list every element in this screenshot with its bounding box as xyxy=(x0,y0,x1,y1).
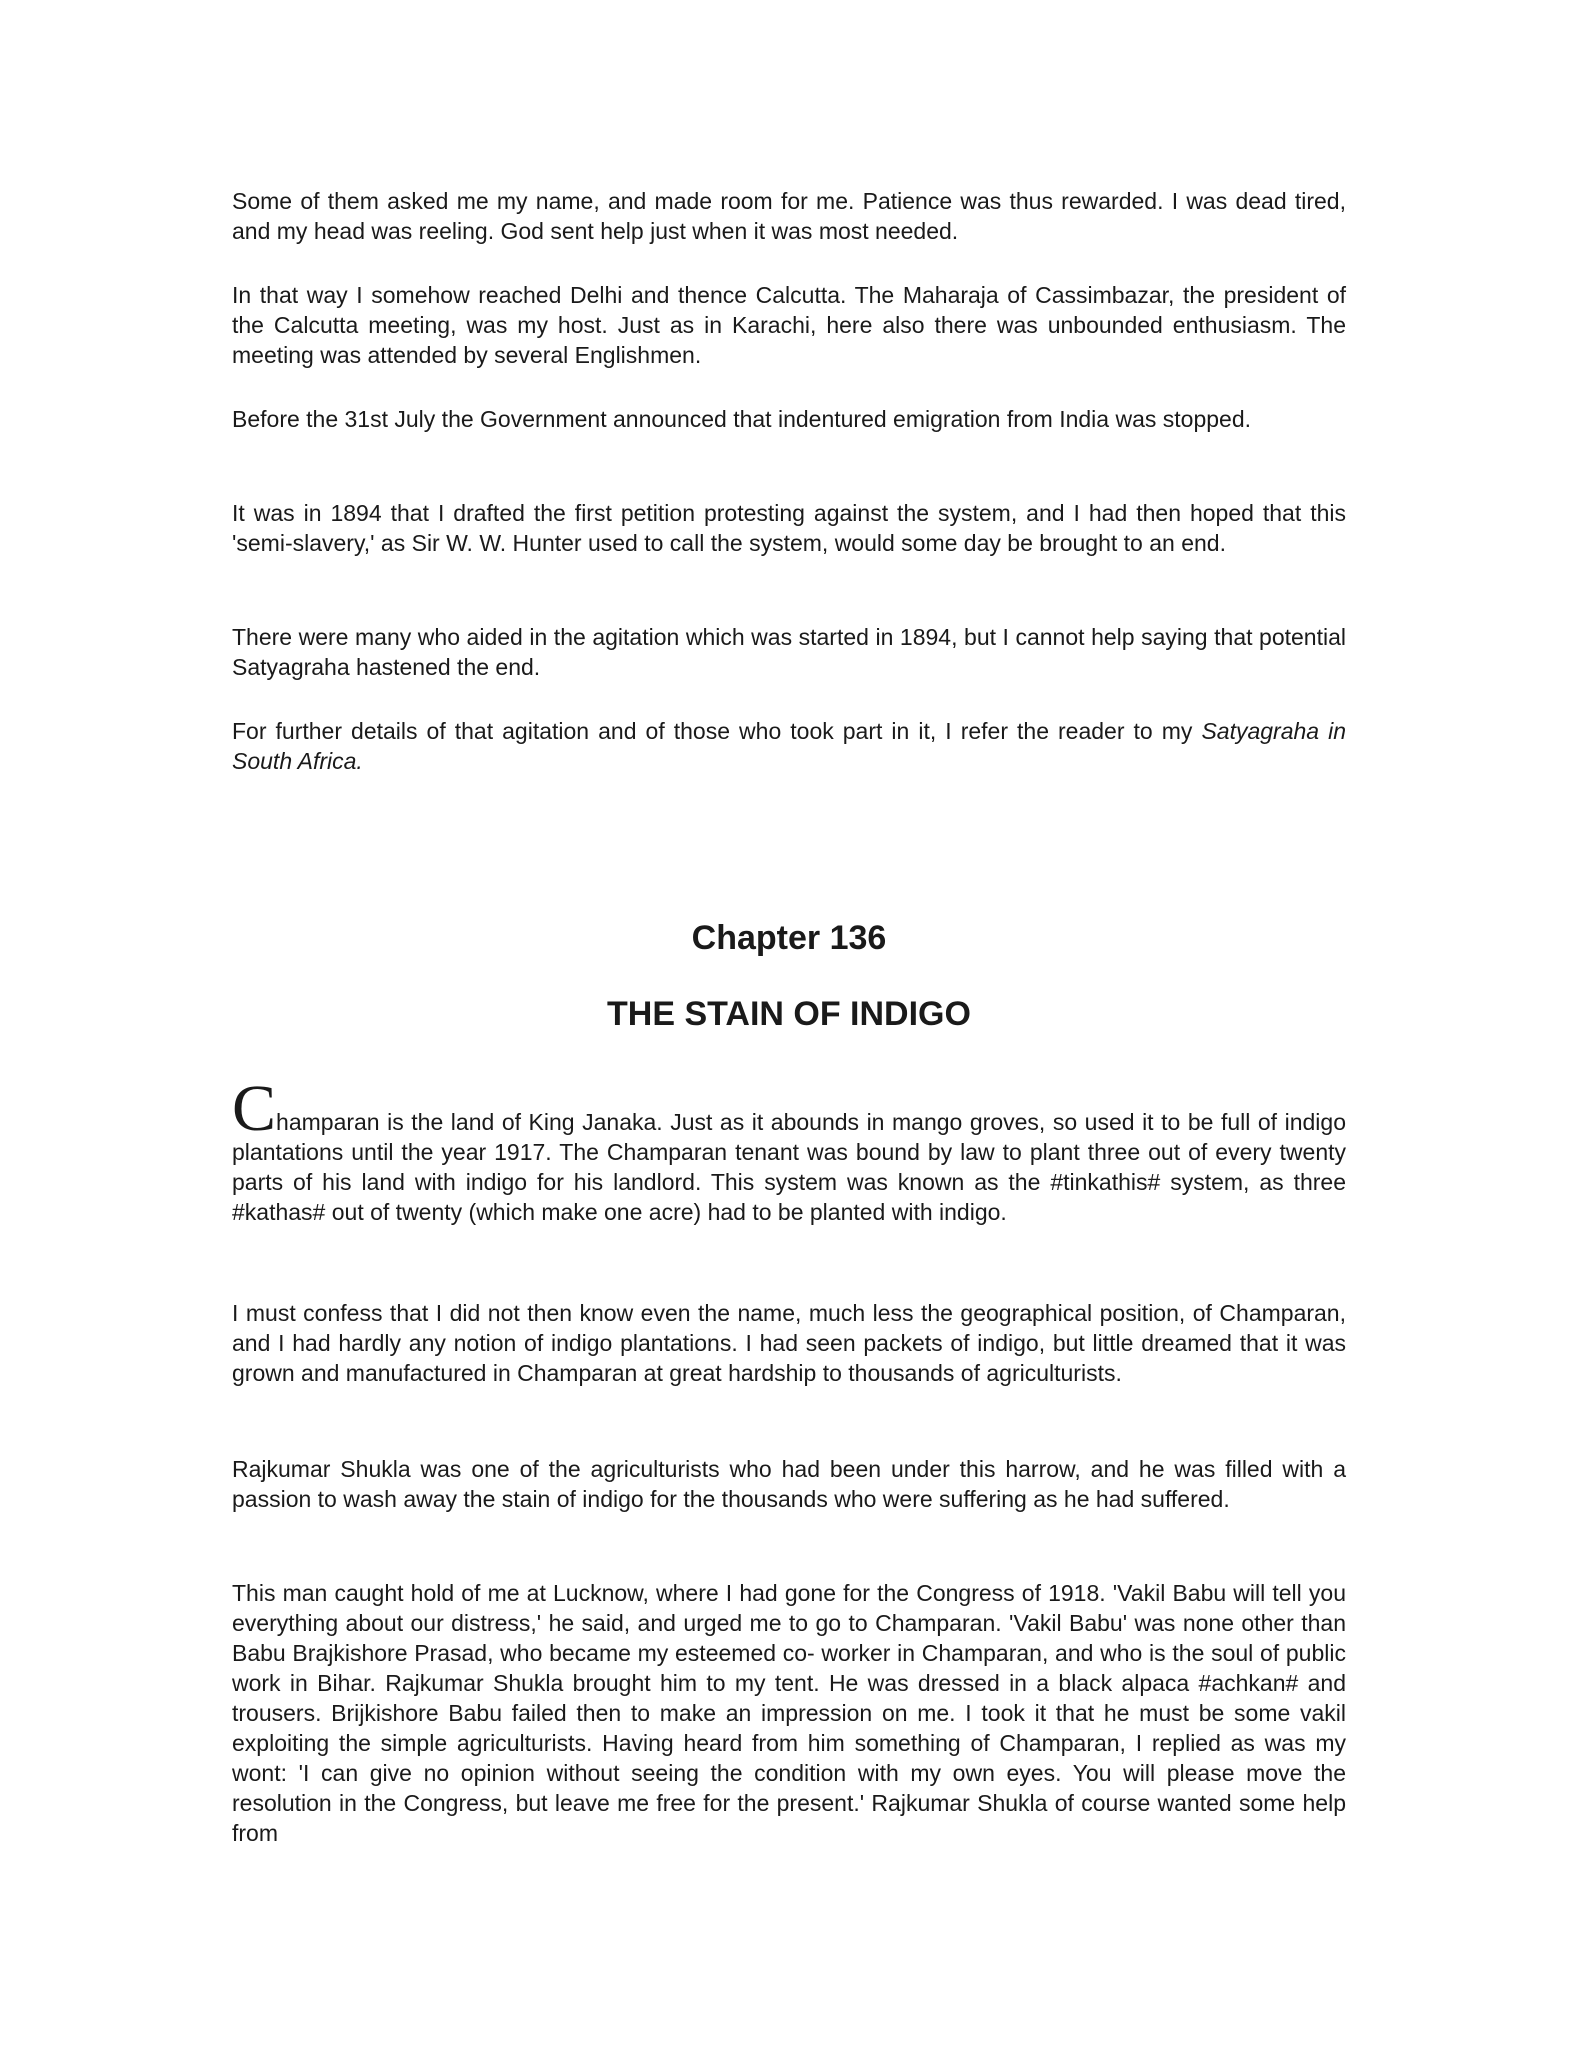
paragraph-lucknow-congress: This man caught hold of me at Lucknow, where I had gone for the Congress of 1918. 'Vakil Babu will tell you everything about our distress,' he said, and urged me to go to Champaran. 'Vakil Babu' was none other than Babu Brajkishore Prasad, who became my esteemed co- worker in Champaran, and who is the soul of public work in Bihar. Rajkumar Shukla brought him to my tent. He was dressed in a black alpaca #achkan# and trousers. Brijkishore Babu failed then to make an impression on me. I took it that he must be some vakil exploiting the simple agriculturists. Having heard from him something of Champaran, I replied as was my wont: 'I can give no opinion without seeing the condition with my own eyes. You will please move the resolution in the Congress, but leave me free for the present.' Rajkumar Shukla of course wanted some help from xyxy=(232,1580,1346,1846)
paragraph-calcutta-meeting: In that way I somehow reached Delhi and thence Calcutta. The Maharaja of Cassimbazar, the president of the Calcutta meeting, was my host. Just as in Karachi, here also there was unbounded enthusiasm. The meeting was attended by several Englishmen. xyxy=(232,282,1346,368)
book-title-reference: Satyagraha in South Africa. xyxy=(232,718,1347,774)
paragraph-emigration-stopped: Before the 31st July the Government announced that indentured emigration from India was stopped. xyxy=(232,406,1252,432)
paragraph-rajkumar-shukla: Rajkumar Shukla was one of the agriculturists who had been under this harrow, and he was filled with a passion to wash away the stain of indigo for the thousands who were suffering as he had suffered. xyxy=(232,1456,1346,1512)
paragraph-champaran-land xyxy=(232,1072,1346,1227)
further-details-text: For further details of that agitation and of those who took part in it, I refer the reader to my xyxy=(232,718,1193,744)
drop-cap-letter: C xyxy=(232,1072,277,1145)
paragraph-satyagraha-hastened: There were many who aided in the agitation which was started in 1894, but I cannot help saying that potential Satyagraha hastened the end. xyxy=(232,624,1346,680)
paragraph-confession: I must confess that I did not then know even the name, much less the geographical position, of Champaran, and I had hardly any notion of indigo plantations. I had seen packets of indigo, but little dreamed that it was grown and manufactured in Champaran at great hardship to thousands of agriculturists. xyxy=(232,1300,1346,1386)
paragraph-patience-rewarded: Some of them asked me my name, and made room for me. Patience was thus rewarded. I was dead tired, and my head was reeling. God sent help just when it was most needed. xyxy=(232,188,1346,244)
paragraph-further-details xyxy=(232,716,1346,776)
chapter-title: THE STAIN OF INDIGO xyxy=(607,995,971,1033)
chapter-number: Chapter 136 xyxy=(691,919,887,957)
champaran-land-text: hamparan is the land of King Janaka. Just as it abounds in mango groves, so used it to be full of indigo plantations until the year 1917. The Champaran tenant was bound by law to plant three out of every twenty parts of his land with indigo for his landlord. This system was known as the #tinkathis# system, as three #kathas# out of twenty (which make one acre) had to be planted with indigo. xyxy=(232,1109,1346,1225)
paragraph-first-petition: It was in 1894 that I drafted the first petition protesting against the system, and I had then hoped that this 'semi-slavery,' as Sir W. W. Hunter used to call the system, would some day be brought to an end. xyxy=(232,500,1346,556)
